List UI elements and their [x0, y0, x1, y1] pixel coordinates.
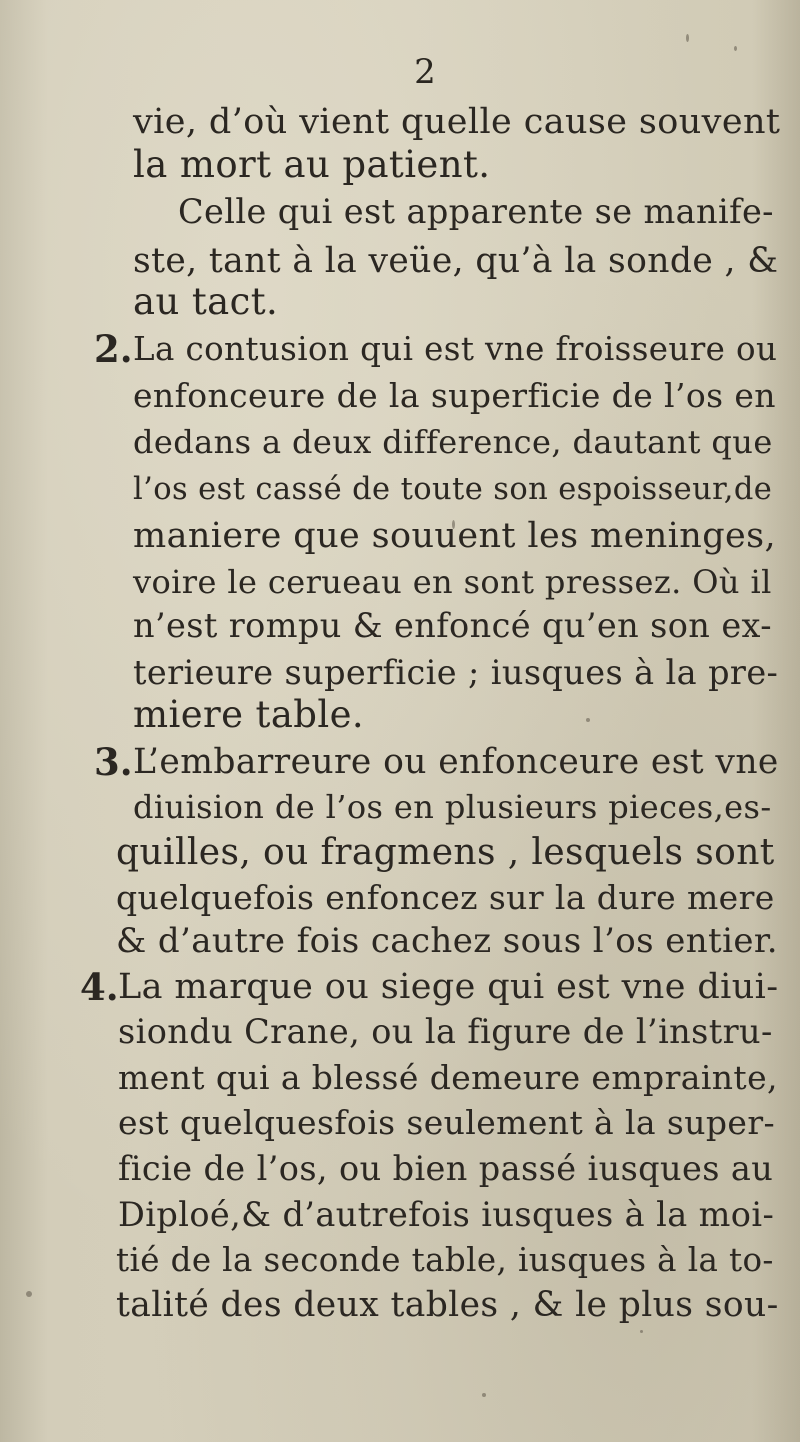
text-line: quilles, ou fragmens , lesquels sont: [116, 832, 775, 873]
text-line: La marque ou siege qui est vne diui-: [118, 967, 779, 1007]
text-line: au tact.: [133, 280, 279, 323]
section-number: 3.: [94, 740, 133, 784]
text-line: La contusion qui est vne froisseure ou: [133, 330, 778, 368]
text-line: miere table.: [133, 693, 365, 736]
text-line: n’est rompu & enfoncé qu’en son ex-: [133, 606, 772, 645]
text-line: dedans a deux difference, dautant que: [133, 423, 773, 461]
text-line: tié de la seconde table, iusques à la to-: [116, 1241, 774, 1279]
text-line: voire le cerueau en sont pressez. Où il: [133, 563, 772, 601]
text-line: siondu Crane, ou la figure de l’instru-: [118, 1012, 773, 1051]
text-line: Diploé,& d’autrefois iusques à la moi-: [118, 1195, 775, 1234]
text-line: ste, tant à la veüe, qu’à la sonde , &: [133, 241, 779, 281]
text-line: & d’autre fois cachez sous l’os entier.: [116, 921, 779, 961]
text-line: enfonceure de la superficie de l’os en: [133, 376, 776, 415]
text-line: ment qui a blessé demeure emprainte,: [118, 1058, 778, 1097]
text-line: la mort au patient.: [133, 143, 491, 186]
text-line: talité des deux tables , & le plus sou-: [116, 1285, 779, 1325]
text-line: quelquefois enfoncez sur la dure mere: [116, 878, 775, 917]
text-line: l’os est cassé de toute son espoisseur,de: [133, 472, 773, 507]
text-line: maniere que souuent les meninges,: [133, 516, 776, 556]
section-number: 4.: [80, 965, 119, 1009]
text-line: ficie de l’os, ou bien passé iusques au: [118, 1149, 774, 1188]
text-line: diuision de l’os en plusieurs pieces,es-: [133, 788, 772, 826]
text-line: vie, d’où vient quelle cause souvent: [133, 102, 781, 142]
text-line: terieure superficie ; iusques à la pre-: [133, 653, 779, 692]
text-line: L’embarreure ou enfonceure est vne: [133, 742, 779, 782]
text-line: est quelquesfois seulement à la super-: [118, 1103, 776, 1142]
section-number: 2.: [94, 327, 133, 371]
text-line: Celle qui est apparente se manife-: [178, 192, 774, 231]
page-number: 2: [414, 52, 436, 92]
